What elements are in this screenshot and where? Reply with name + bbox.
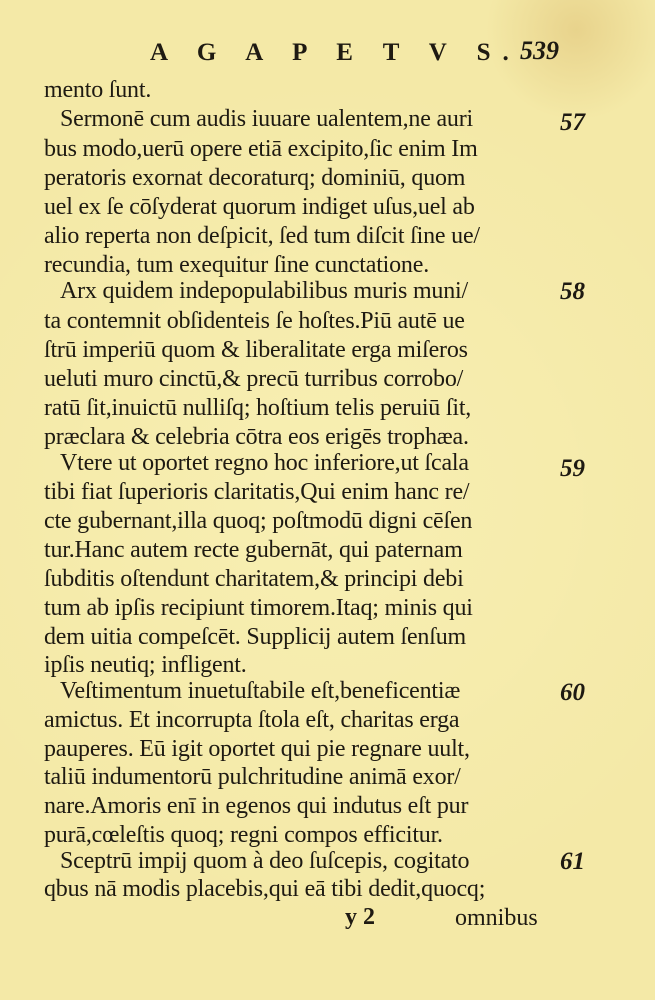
text-line: bus modo,uerū opere etiā excipito,ſic enim Im (44, 136, 478, 162)
text-line: dem uitia compeſcēt. Supplicij autem ſenſum (44, 624, 466, 650)
text-line: Sceptrū impij quom à deo ſuſcepis, cogitato (60, 848, 470, 874)
text-line: uel ex ſe cōſyderat quorum indiget uſus,uel ab (44, 194, 475, 220)
text-line: Veſtimentum inuetuſtabile eſt,beneficentiæ (60, 678, 461, 704)
text-line: ipſis neutiq; infligent. (44, 652, 247, 678)
text-line: præclara & celebria cōtra eos erigēs trophæa. (44, 424, 469, 450)
text-line: ta contemnit obſidenteis ſe hoſtes.Piū autē ue (44, 308, 465, 334)
text-line: Arx quidem indepopulabilibus muris muni/ (60, 278, 468, 304)
text-line: Sermonē cum audis iuuare ualentem,ne auri (60, 106, 473, 132)
text-line: ratū ſit,inuictū nulliſq; hoſtium telis peruiū ſit, (44, 395, 472, 421)
text-line: tum ab ipſis recipiunt timorem.Itaq; minis qui (44, 595, 473, 621)
section-number: 61 (560, 848, 585, 875)
text-line: ueluti muro cinctū,& precū turribus corrobo/ (44, 366, 464, 392)
signature-mark: y 2 (345, 904, 375, 930)
section-number: 58 (560, 278, 585, 305)
text-line: ſtrū imperiū quom & liberalitate erga miſeros (44, 337, 468, 363)
text-line: purā,cœleſtis quoq; regni compos efficitur. (44, 822, 443, 848)
page-number: 539 (520, 36, 559, 65)
text-line: cte gubernant,illa quoq; poſtmodū digni cēſen (44, 508, 473, 534)
text-line: pauperes. Eū igit oportet qui pie regnare uult, (44, 736, 470, 762)
section-number: 60 (560, 679, 585, 706)
text-line: taliū indumentorū pulchritudine animā exor/ (44, 764, 461, 790)
text-line: ſubditis oſtendunt charitatem,& principi debi (44, 566, 464, 592)
text-line: qbus nā modis placebis,qui eā tibi dedit,quocq; (44, 876, 486, 902)
text-line: tibi fiat ſuperioris claritatis,Qui enim hanc re/ (44, 479, 470, 505)
text-line: tur.Hanc autem recte gubernāt, qui paternam (44, 537, 463, 563)
text-line: mento ſunt. (44, 77, 152, 103)
section-number: 59 (560, 455, 585, 482)
text-line: recundia, tum exequitur ſine cunctatione. (44, 252, 429, 278)
text-line: alio reperta non deſpicit, ſed tum diſcit ſine ue/ (44, 223, 480, 249)
text-line: nare.Amoris enī in egenos qui indutus eſt pur (44, 793, 469, 819)
text-line: amictus. Et incorrupta ſtola eſt, charitas erga (44, 707, 460, 733)
text-line: Vtere ut oportet regno hoc inferiore,ut ſcala (60, 450, 469, 476)
section-number: 57 (560, 109, 585, 136)
text-line: peratoris exornat decoraturq; dominiū, quom (44, 165, 466, 191)
catchword: omnibus (455, 905, 538, 931)
running-head: A G A P E T V S. (150, 39, 521, 66)
